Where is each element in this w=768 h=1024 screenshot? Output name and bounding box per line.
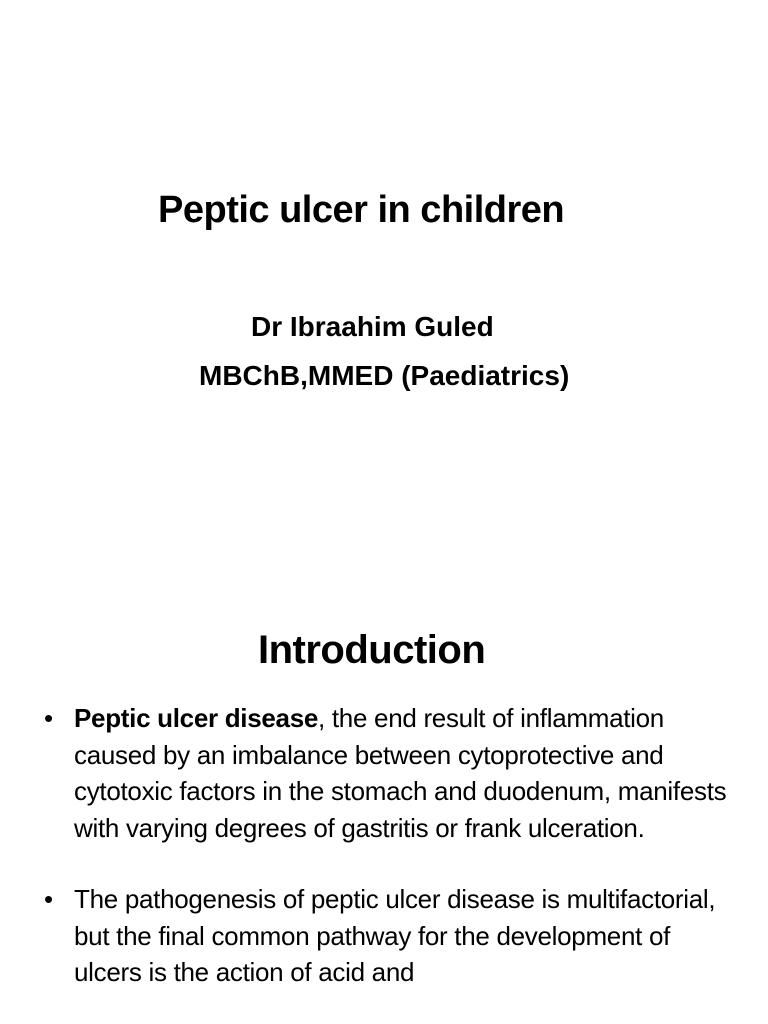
slide-title: Peptic ulcer in children: [158, 189, 565, 231]
bullet-text: , the end result of inflammation caused by an imbalance between cytoprotective and cytotoxic factors in the stomach and duodenum, manifests with varying degrees of gastritis or frank ulceration.: [74, 703, 727, 843]
author-name: Dr Ibraahim Guled: [251, 311, 494, 342]
author-credentials: MBChB,MMED (Paediatrics): [199, 360, 570, 391]
section-title: Introduction: [258, 628, 486, 672]
bullet-item: [0, 881, 768, 991]
bullet-item: [0, 700, 768, 846]
bullet-list: [0, 700, 768, 991]
bullet-marker: •: [44, 884, 53, 914]
bullet-marker: •: [44, 703, 53, 733]
bullet-bold-lead: Peptic ulcer disease: [74, 703, 319, 733]
bullet-text: The pathogenesis of peptic ulcer disease is multifactorial, but the final common pathway for the development of ulcers is the action of acid and: [74, 884, 716, 987]
